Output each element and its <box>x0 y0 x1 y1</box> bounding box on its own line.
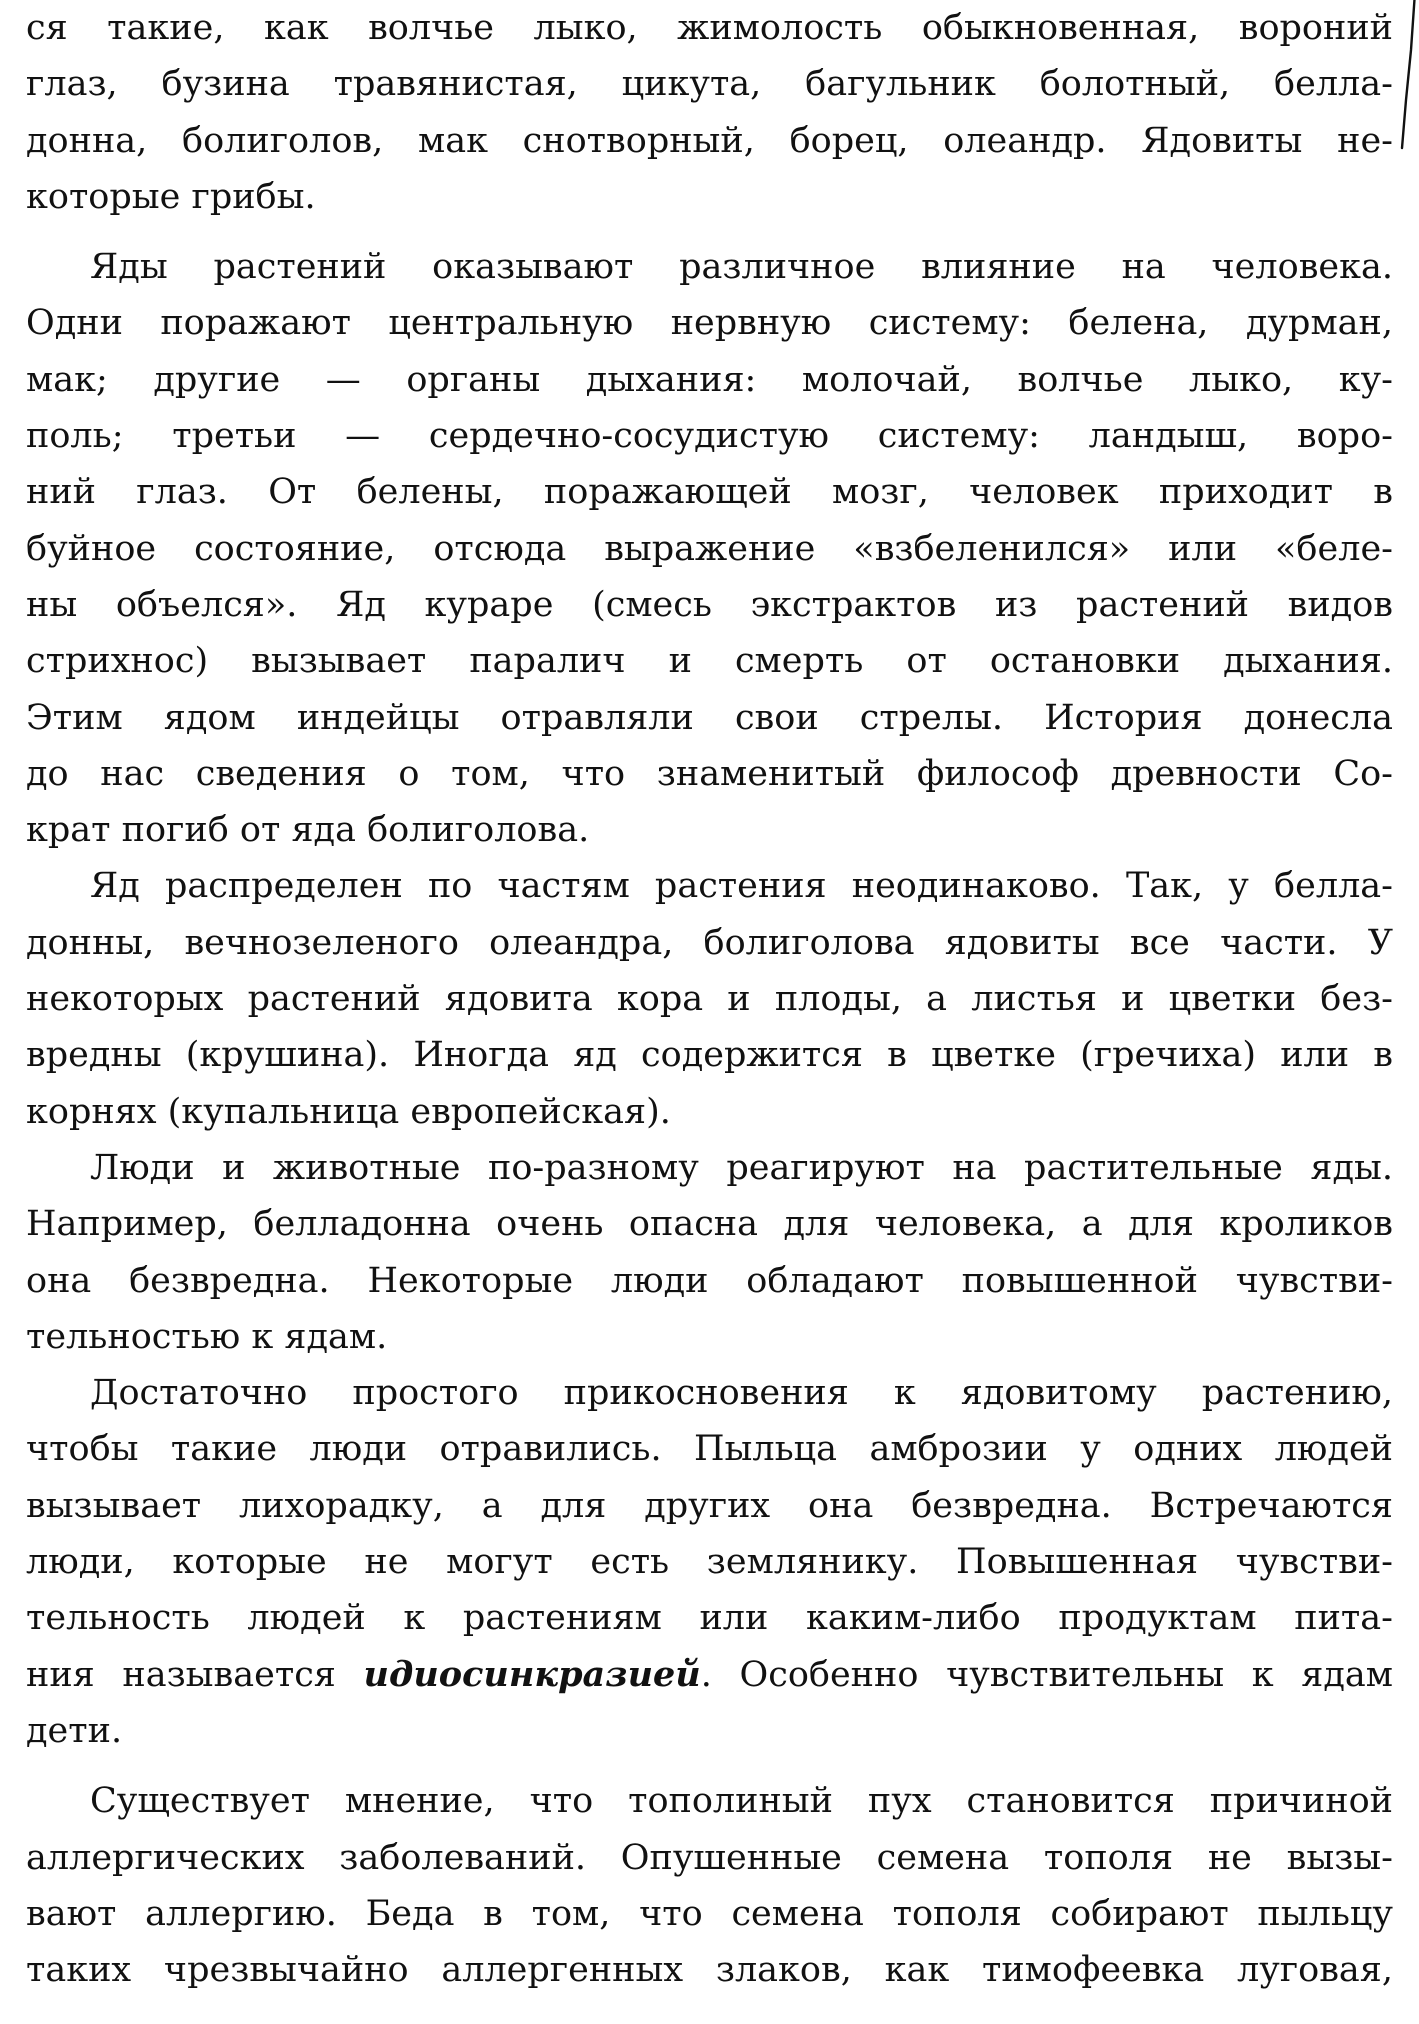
text-line: тельность людей к растениям или каким-либо продуктам пита- <box>26 1598 1393 1639</box>
text-line: донны, вечнозеленого олеандра, болиголова ядовиты все части. У <box>26 922 1393 963</box>
text-line: чтобы такие люди отравились. Пыльца амброзии у одних людей <box>26 1429 1393 1470</box>
text-line: Люди и животные по-разному реагируют на растительные яды. <box>90 1147 1393 1188</box>
text-line: ний глаз. От белены, поражающей мозг, человек приходит в <box>26 472 1393 513</box>
text-line: она безвредна. Некоторые люди обладают повышенной чувстви- <box>26 1260 1393 1301</box>
text-line: ся такие, как волчье лыко, жимолость обыкновенная, вороний <box>26 8 1393 48</box>
text-line: аллергических заболеваний. Опушенные семена тополя не вызы- <box>26 1837 1393 1878</box>
text-line: Например, белладонна очень опасна для человека, а для кроликов <box>26 1204 1393 1245</box>
term-line-after: . Особенно чувствительны к ядам <box>700 1654 1393 1695</box>
handwritten-pen-mark <box>1398 0 1418 150</box>
term-line-before: ния называется <box>26 1654 364 1695</box>
text-line: таких чрезвычайно аллергенных злаков, как тимофеевка луговая, <box>26 1950 1393 1991</box>
text-line: крат погиб от яда болиголова. <box>26 810 590 851</box>
text-line: Достаточно простого прикосновения к ядовитому растению, <box>90 1373 1393 1414</box>
paragraph-2 <box>26 239 1393 858</box>
text-line: Одни поражают центральную нервную систему: белена, дурман, <box>26 303 1393 344</box>
text-line: вают аллергию. Беда в том, что семена тополя собирают пыльцу <box>26 1893 1393 1934</box>
paragraph-3 <box>26 858 1393 1139</box>
text-line: поль; третьи — сердечно-сосудистую систему: ландыш, воро- <box>26 416 1393 457</box>
text-line: донна, болиголов, мак снотворный, борец, олеандр. Ядовиты не- <box>26 120 1393 161</box>
text-line: глаз, бузина травянистая, цикута, багульник болотный, белла- <box>26 64 1393 105</box>
text-line: буйное состояние, отсюда выражение «взбеленился» или «беле- <box>26 528 1393 569</box>
text-line: дети. <box>26 1710 123 1751</box>
document-page <box>26 0 1393 2024</box>
paragraph-1 <box>26 0 1393 225</box>
text-line: стрихнос) вызывает паралич и смерть от остановки дыхания. <box>26 641 1393 682</box>
text-line: некоторых растений ядовита кора и плоды, а листья и цветки без- <box>26 979 1393 1020</box>
text-line: вредны (крушина). Иногда яд содержится в цветке (гречиха) или в <box>26 1035 1393 1076</box>
text-line: до нас сведения о том, что знаменитый философ древности Со- <box>26 753 1393 794</box>
text-line: Этим ядом индейцы отравляли свои стрелы. История донесла <box>26 697 1393 738</box>
term-idiosyncrasy: идиосинкразией <box>363 1653 701 1695</box>
text-line: Яды растений оказывают различное влияние на человека. <box>90 247 1393 288</box>
text-line: вызывает лихорадку, а для других она безвредна. Встречаются <box>26 1485 1393 1526</box>
text-line: Яд распределен по частям растения неодинаково. Так, у белла- <box>90 866 1393 907</box>
text-line: корнях (купальница европейская). <box>26 1091 671 1132</box>
text-line: которые грибы. <box>26 176 316 217</box>
paragraph-6 <box>26 1773 1393 1998</box>
text-line: мак; другие — органы дыхания: молочай, волчье лыко, ку- <box>26 359 1393 400</box>
text-line-with-term <box>26 1647 1393 1703</box>
paragraph-4 <box>26 1140 1393 1365</box>
text-line: ны объелся». Яд кураре (смесь экстрактов из растений видов <box>26 584 1393 625</box>
text-line: Существует мнение, что тополиный пух становится причиной <box>90 1781 1393 1822</box>
text-line: тельностью к ядам. <box>26 1316 388 1357</box>
text-line: люди, которые не могут есть землянику. Повышенная чувстви- <box>26 1542 1393 1583</box>
paragraph-5 <box>26 1365 1393 1759</box>
